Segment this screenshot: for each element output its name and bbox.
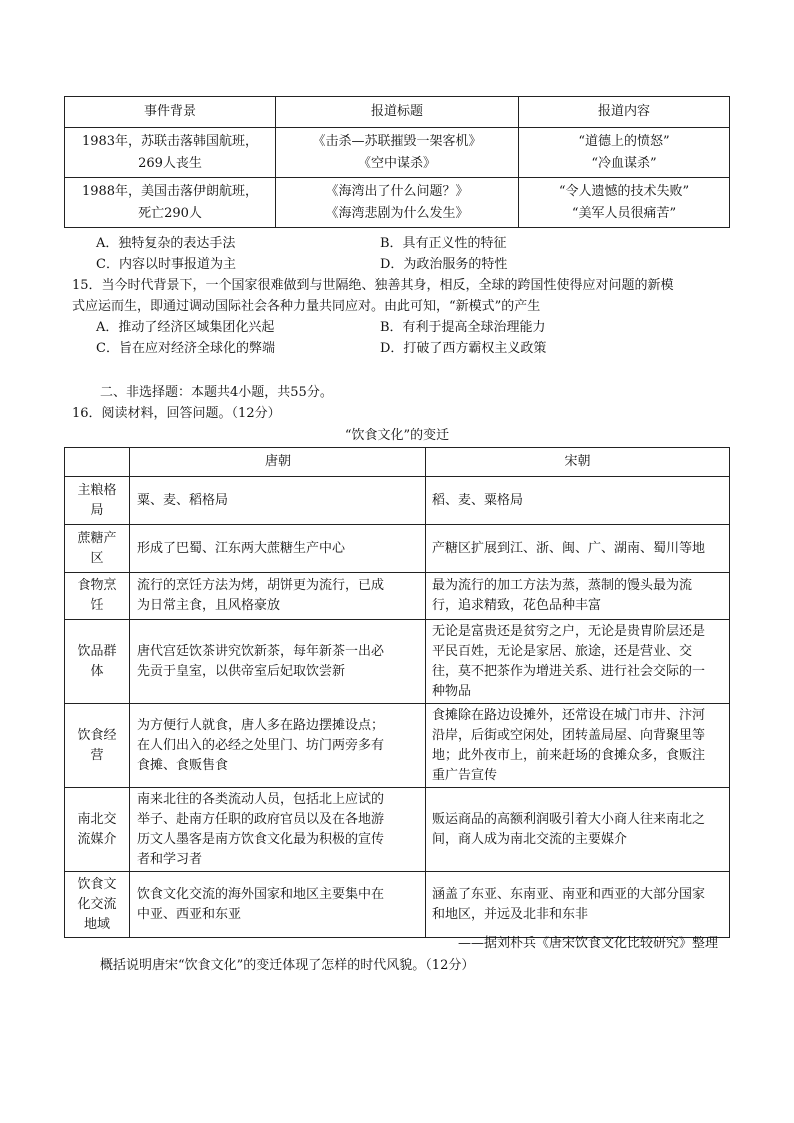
cell-line: 《击杀—苏联摧毁一架客机》 xyxy=(312,133,482,149)
option-row xyxy=(96,317,546,338)
row-label xyxy=(65,788,130,872)
cell-line: 饮品群 xyxy=(77,643,117,659)
cell-line: 地域 xyxy=(83,916,110,932)
q15-stem-line: 15．当今时代背景下，一个国家很难做到与世隔绝、独善其身，相反，全球的跨国性使得应对问题的新模 xyxy=(72,278,674,293)
option-a: A．独特复杂的表达手法 xyxy=(96,236,236,251)
cell-line: 《海湾出了什么问题？》 xyxy=(325,183,469,199)
cell-line: 营 xyxy=(90,747,104,763)
report-content-cell xyxy=(519,178,730,228)
song-cell xyxy=(426,573,730,620)
cell-line: 种物品 xyxy=(432,683,472,699)
cell-line: 饮食经 xyxy=(77,727,117,743)
cell-line: 产糖区扩展到江、浙、闽、广、湖南、蜀川等地 xyxy=(432,540,706,556)
song-cell xyxy=(426,788,730,872)
news-report-table xyxy=(64,96,730,228)
cell-line: 间，商人成为南北交流的主要媒介 xyxy=(432,831,628,847)
cell-line: 南来北往的各类流动人员，包括北上应试的 xyxy=(137,791,385,807)
tang-cell xyxy=(130,788,426,872)
row-label xyxy=(65,872,130,938)
cell-line: 1983年，苏联击落韩国航班， xyxy=(81,133,259,149)
event-background-cell xyxy=(65,178,276,228)
cell-line: 蔗糖产 xyxy=(77,530,117,546)
cell-line: 1988年，美国击落伊朗航班， xyxy=(81,183,259,199)
q15-stem-line: 式应运而生，即通过调动国际社会各种力量共同应对。由此可知，“新模式”的产生 xyxy=(72,299,541,314)
tang-cell xyxy=(130,620,426,704)
event-background-cell xyxy=(65,128,276,178)
table-row xyxy=(65,872,730,938)
header-tang: 唐朝 xyxy=(130,448,426,477)
cell-line: 往，莫不把茶作为增进关系、进行社会交际的一 xyxy=(432,663,706,679)
option-row xyxy=(96,233,507,254)
option-row xyxy=(96,254,508,275)
section-heading: 二、非选择题：本题共4小题，共55分。 xyxy=(100,385,333,400)
cell-line: 中亚、西亚和东亚 xyxy=(137,906,242,922)
q15-stem xyxy=(72,275,732,317)
cell-line: 区 xyxy=(90,550,104,566)
cell-line: 形成了巴蜀、江东两大蔗糖生产中心 xyxy=(137,540,346,556)
table-row xyxy=(65,525,730,573)
row-label xyxy=(65,704,130,788)
cell-line: 唐代宫廷饮茶讲究饮新茶，每年新茶一出必 xyxy=(137,643,385,659)
cell-line: 南北交 xyxy=(77,811,117,827)
cell-line: 食摊、食贩售食 xyxy=(137,757,229,773)
header-report-content: 报道内容 xyxy=(519,97,730,128)
cell-line: 最为流行的加工方法为蒸，蒸制的馒头最为流 xyxy=(432,578,693,593)
table-row xyxy=(65,620,730,704)
cell-line: 269人丧生 xyxy=(138,155,202,171)
cell-line: 《海湾悲剧为什么发生》 xyxy=(325,205,469,221)
song-cell xyxy=(426,872,730,938)
q14-options xyxy=(96,233,508,275)
header-report-title: 报道标题 xyxy=(276,97,519,128)
report-title-cell xyxy=(276,128,519,178)
cell-line: “冷血谋杀” xyxy=(591,155,657,171)
question-text: 概括说明唐宋“饮食文化”的变迁体现了怎样的时代风貌。（12分） xyxy=(100,958,475,973)
song-cell xyxy=(426,525,730,573)
table-row xyxy=(65,788,730,872)
cell-line: “令人遗憾的技术失败” xyxy=(558,183,690,199)
option-b: B．有利于提高全球治理能力 xyxy=(380,320,546,335)
song-cell xyxy=(426,620,730,704)
food-culture-table xyxy=(64,447,730,938)
table-row xyxy=(65,477,730,525)
cell-line: 为方便行人就食，唐人多在路边摆摊设点； xyxy=(137,717,385,733)
q16-stem: 16．阅读材料，回答问题。（12分） xyxy=(72,406,281,421)
table-row xyxy=(65,704,730,788)
row-label xyxy=(65,620,130,704)
table-row xyxy=(65,573,730,620)
header-song: 宋朝 xyxy=(426,448,730,477)
cell-line: 流行的烹饪方法为烤，胡饼更为流行，已成 xyxy=(137,578,385,593)
cell-line: 涵盖了东亚、东南亚、南亚和西亚的大部分国家 xyxy=(432,886,706,902)
cell-line: 重广告宣传 xyxy=(432,767,498,783)
cell-line: 为日常主食，且风格豪放 xyxy=(137,598,281,613)
tang-cell xyxy=(130,573,426,620)
cell-line: 主粮格 xyxy=(77,482,117,498)
cell-line: 先贡于皇室，以供帝室后妃取饮尝新 xyxy=(137,663,346,679)
cell-line: 稻、麦、粟格局 xyxy=(432,492,524,508)
cell-line: 历文人墨客是南方饮食文化最为积极的宣传 xyxy=(137,831,385,847)
cell-line: 饮食文 xyxy=(77,876,117,892)
tang-cell xyxy=(130,477,426,525)
option-d: D．为政治服务的特性 xyxy=(380,257,508,272)
cell-line: 和地区，并远及北非和东非 xyxy=(432,906,589,922)
q15-options xyxy=(96,317,547,359)
option-d: D．打破了西方霸权主义政策 xyxy=(380,341,547,356)
cell-line: 行，追求精致，花色品种丰富 xyxy=(432,598,602,613)
header-event-background: 事件背景 xyxy=(65,97,276,128)
table-header-row xyxy=(65,97,730,128)
cell-line: 食摊除在路边设摊外，还常设在城门市井、汴河 xyxy=(432,707,706,723)
source-note: ——据刘朴兵《唐宋饮食文化比较研究》整理 xyxy=(457,936,718,951)
cell-line: “美军人员很痛苦” xyxy=(571,205,677,221)
song-cell xyxy=(426,704,730,788)
cell-line: 贩运商品的高额利润吸引着大小商人往来南北之 xyxy=(432,811,706,827)
cell-line: 饪 xyxy=(90,598,104,613)
cell-line: 地；此外夜市上，前来赶场的食摊众多，食贩注 xyxy=(432,747,706,763)
cell-line: 粟、麦、稻格局 xyxy=(137,492,229,508)
cell-line: 局 xyxy=(90,502,104,518)
cell-line: 死亡290人 xyxy=(138,205,202,221)
option-b: B．具有正义性的特征 xyxy=(380,236,507,251)
table-title: “饮食文化”的变迁 xyxy=(344,428,450,443)
cell-line: 沿岸，后街或空闲处，团转盖局屋、向背聚里等 xyxy=(432,727,706,743)
table-header-row xyxy=(65,448,730,477)
report-content-cell xyxy=(519,128,730,178)
row-label xyxy=(65,477,130,525)
song-cell xyxy=(426,477,730,525)
table-row xyxy=(65,128,730,178)
header-empty xyxy=(65,448,130,477)
row-label xyxy=(65,573,130,620)
cell-line: 食物烹 xyxy=(77,578,117,593)
option-row xyxy=(96,338,547,359)
row-label xyxy=(65,525,130,573)
option-a: A．推动了经济区域集团化兴起 xyxy=(96,320,275,335)
report-title-cell xyxy=(276,178,519,228)
cell-line: 饮食文化交流的海外国家和地区主要集中在 xyxy=(137,886,385,902)
cell-line: 体 xyxy=(90,663,104,679)
cell-line: 《空中谋杀》 xyxy=(357,155,436,171)
table-row xyxy=(65,178,730,228)
tang-cell xyxy=(130,704,426,788)
cell-line: 举子、赴南方任职的政府官员以及在各地游 xyxy=(137,811,385,827)
tang-cell xyxy=(130,525,426,573)
cell-line: 平民百姓，无论是家居、旅途，还是营业、交 xyxy=(432,643,693,659)
option-c: C．内容以时事报道为主 xyxy=(96,257,236,272)
cell-line: 无论是富贵还是贫穷之户，无论是贵胄阶层还是 xyxy=(432,623,706,639)
cell-line: “道德上的愤怒” xyxy=(578,133,670,149)
cell-line: 在人们出入的必经之处里门、坊门两旁多有 xyxy=(137,737,385,753)
cell-line: 化交流 xyxy=(77,896,117,912)
option-c: C．旨在应对经济全球化的弊端 xyxy=(96,341,275,356)
cell-line: 流媒介 xyxy=(77,831,117,847)
cell-line: 者和学习者 xyxy=(137,851,203,867)
tang-cell xyxy=(130,872,426,938)
